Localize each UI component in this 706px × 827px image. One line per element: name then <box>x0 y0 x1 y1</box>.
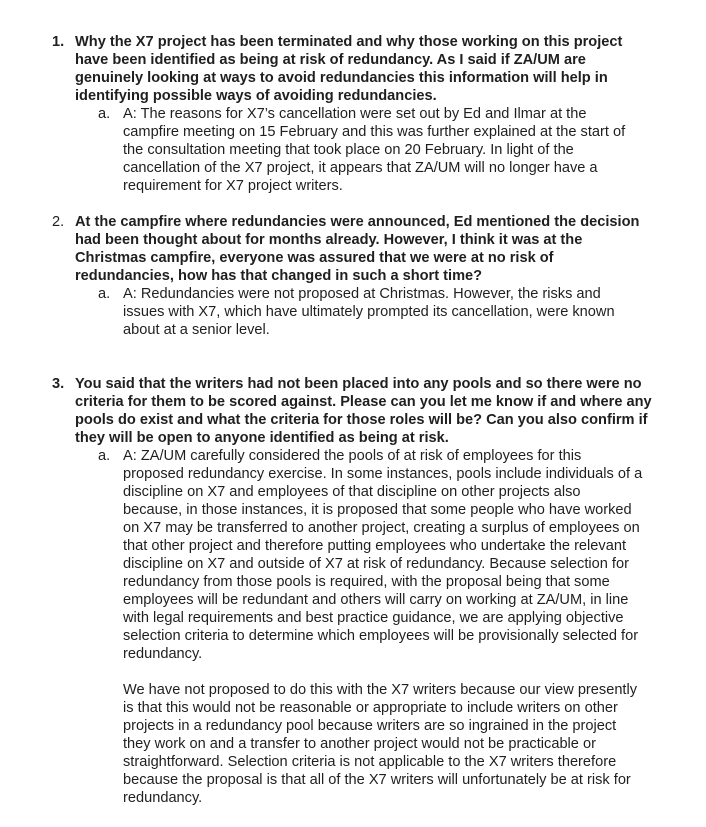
question-number: 1. <box>52 34 65 50</box>
question-text: At the campfire where redundancies were announced, Ed mentioned the decision had been thought about for months already. However, I think it was at the Christmas campfire, everyone was assured that we were at no risk of redundancies, how has that changed in such a short time? <box>75 214 640 284</box>
answer-letter: a. <box>98 286 111 302</box>
answer-paragraph: A: ZA/UM carefully considered the pools of at risk of employees for this proposed redundancy exercise. In some instances, pools include individuals of a discipline on X7 and employees of that discipline on other projects also because, in those instances, it is proposed that some people who have worked on X7 may be transferred to another project, creating a surplus of employees on that other project and therefore putting employees who undertake the relevant discipline on X7 and outside of X7 at risk of redundancy. Because selection for redundancy from those pools is required, with the proposal being that some employees will be redundant and others will carry on working at ZA/UM, in line with legal requirements and best practice guidance, we are applying objective selection criteria to determine which employees will be provisionally selected for redundancy. <box>123 448 643 662</box>
question-text: You said that the writers had not been placed into any pools and so there were no criteria for them to be scored against. Please can you let me know if and where any pools do exist and what the criteria for those roles will be? Can you also confirm if they will be open to anyone identified as being at risk. <box>75 376 652 446</box>
answer-item <box>98 285 643 339</box>
answer-paragraph: A: The reasons for X7’s cancellation were set out by Ed and Ilmar at the campfire meeting on 15 February and this was further explained at the start of the consultation meeting that took place on 20 February. In light of the cancellation of the X7 project, it appears that ZA/UM will no longer have a requirement for X7 project writers. <box>123 106 626 194</box>
answer-letter: a. <box>98 448 111 464</box>
answer-paragraph: We have not proposed to do this with the X7 writers because our view presently is that this would not be reasonable or appropriate to include writers on other projects in a redundancy pool because writers are so ingrained in the project they work on and a transfer to another project would not be practicable or straightforward. Selection criteria is not applicable to the X7 writers therefore because the proposal is that all of the X7 writers will unfortunately be at risk for redundancy. <box>123 682 638 806</box>
question-item-3 <box>52 375 655 807</box>
answer-paragraph: A: Redundancies were not proposed at Christmas. However, the risks and issues with X7, which have ultimately prompted its cancellation, were known about at a senior level. <box>123 286 615 338</box>
question-number: 3. <box>52 376 65 392</box>
question-text: Why the X7 project has been terminated and why those working on this project have been identified as being at risk of redundancy. As I said if ZA/UM are genuinely looking at ways to avoid redundancies this information will help in identifying possible ways of avoiding redundancies. <box>75 34 623 104</box>
answer-item <box>98 447 643 807</box>
answer-item <box>98 105 643 195</box>
question-number: 2. <box>52 214 65 230</box>
question-item-2 <box>52 213 655 339</box>
question-item-1 <box>52 33 655 195</box>
answer-letter: a. <box>98 106 111 122</box>
